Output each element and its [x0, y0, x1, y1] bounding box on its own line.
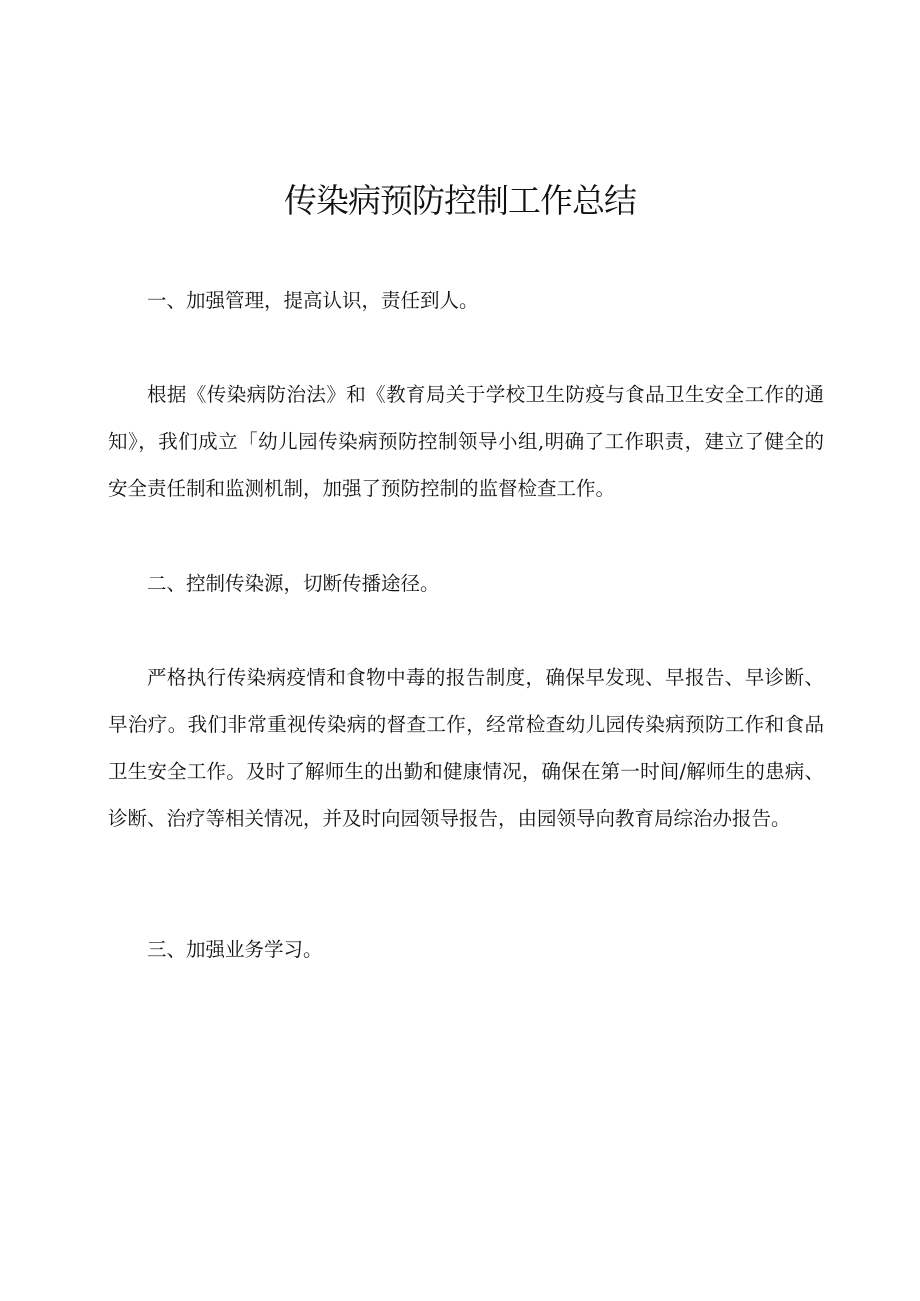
section-paragraph-2: 严格执行传染病疫情和食物中毒的报告制度，确保早发现、早报告、早诊断、早治疗。我们非常重视传染病的督查工作，经常检查幼儿园传染病预防工作和食品卫生安全工作。及时了解师生的出勤和健康情况，确保在第一时间/解师生的患病、诊断、治疗等相关情况，并及时向园领导报告，由园领导向教育局综治办报告。 — [108, 666, 824, 830]
document-title: 传染病预防控制工作总结 — [284, 181, 636, 220]
section-heading-2: 二、控制传染源，切断传播途径。 — [147, 572, 440, 595]
section-heading-1: 一、加强管理，提高认识，责任到人。 — [147, 289, 479, 312]
section-paragraph-1: 根据《传染病防治法》和《教育局关于学校卫生防疫与食品卫生安全工作的通知》，我们成立「幼儿园传染病预防控制领导小组,明确了工作职责，建立了健全的安全责任制和监测机制，加强了预防控制的监督检查工作。 — [108, 383, 824, 500]
section-heading-3: 三、加强业务学习。 — [147, 938, 323, 961]
